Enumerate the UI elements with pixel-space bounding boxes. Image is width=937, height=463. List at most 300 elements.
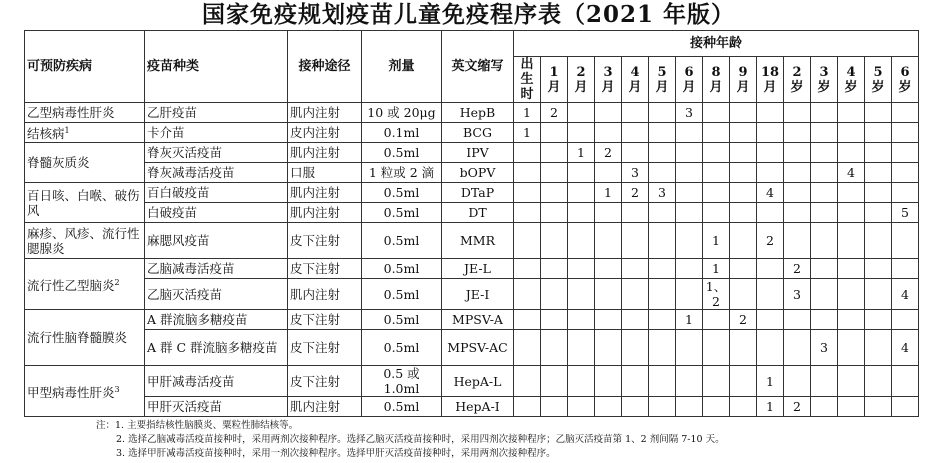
dose-number-cell (649, 366, 676, 397)
dose-number-cell (865, 163, 892, 183)
dose-number-cell (811, 310, 838, 330)
dose-number-cell (757, 279, 784, 310)
dose-number-cell (541, 279, 568, 310)
dose-number-cell (568, 183, 595, 203)
dose-number-cell (892, 310, 919, 330)
dose-number-cell (757, 259, 784, 279)
route-cell: 肌内注射 (288, 279, 362, 310)
footnote-marker: 3 (114, 384, 120, 394)
dose-number-cell (649, 103, 676, 123)
dose-number-cell (703, 143, 730, 163)
header-abbr: 英文缩写 (442, 31, 514, 103)
dose-number-cell (595, 279, 622, 310)
dose-number-cell (865, 103, 892, 123)
dose-number-cell (595, 163, 622, 183)
age-header-unit: 月 (601, 79, 615, 95)
dose-number-cell (730, 203, 757, 223)
table-row (25, 279, 919, 310)
age-header-6 (676, 57, 703, 103)
dose-number-cell (838, 103, 865, 123)
dose-number-cell (730, 143, 757, 163)
abbr-cell: DT (442, 203, 514, 223)
vaccine-cell: 百白破疫苗 (145, 183, 288, 203)
age-header-value: 5 (657, 64, 667, 80)
age-header-unit: 时 (520, 87, 534, 102)
dose-number-cell (784, 366, 811, 397)
dose-number-cell: 1 (757, 366, 784, 397)
age-header-unit: 月 (736, 79, 750, 95)
dose-number-cell: 5 (892, 203, 919, 223)
age-header-value: 3 (603, 64, 613, 80)
dose-number-cell: 2 (595, 143, 622, 163)
dose-number-cell (676, 163, 703, 183)
dose-number-cell (811, 123, 838, 143)
dose-number-cell (811, 103, 838, 123)
dose-number-cell (838, 259, 865, 279)
dose-number-cell (622, 366, 649, 397)
dose-number-cell (730, 163, 757, 183)
dose-number-cell: 1 (568, 143, 595, 163)
dose-number-cell: 3 (649, 183, 676, 203)
dose-number-cell: 2 (541, 103, 568, 123)
age-header-9 (757, 57, 784, 103)
abbr-cell: DTaP (442, 183, 514, 203)
dose-number-cell (622, 310, 649, 330)
header-age-group: 接种年龄 (514, 31, 919, 57)
abbr-cell: MPSV-AC (442, 330, 514, 366)
dose-number-cell (568, 330, 595, 366)
dose-number-cell (838, 203, 865, 223)
dose-number-cell (703, 330, 730, 366)
dose-number-cell (757, 103, 784, 123)
disease-name: 百日咳、白喉、破伤风 (27, 187, 140, 218)
dose-number-cell (784, 103, 811, 123)
vaccine-cell: A 群流脑多糖疫苗 (145, 310, 288, 330)
age-header-unit: 月 (682, 79, 696, 95)
dose-number-cell: 4 (757, 183, 784, 203)
disease-cell (25, 366, 145, 417)
dose-number-cell (514, 259, 541, 279)
dose-number-cell: 1、2 (703, 279, 730, 310)
abbr-cell: HepB (442, 103, 514, 123)
abbr-cell: MMR (442, 223, 514, 259)
abbr-cell: BCG (442, 123, 514, 143)
age-header-14 (892, 57, 919, 103)
dose-number-cell (703, 123, 730, 143)
dose-number-cell (568, 279, 595, 310)
dose-number-cell (622, 143, 649, 163)
dose-number-cell (514, 183, 541, 203)
dose-cell: 1 粒或 2 滴 (362, 163, 442, 183)
age-header-10 (784, 57, 811, 103)
dose-number-cell (865, 183, 892, 203)
vaccine-cell: 乙肝疫苗 (145, 103, 288, 123)
dose-number-cell (892, 103, 919, 123)
dose-number-cell (676, 183, 703, 203)
dose-number-cell (676, 259, 703, 279)
age-header-0 (514, 57, 541, 103)
dose-number-cell (595, 103, 622, 123)
table-row (25, 366, 919, 397)
age-header-1 (541, 57, 568, 103)
dose-number-cell (622, 123, 649, 143)
vaccine-cell: 乙脑灭活疫苗 (145, 279, 288, 310)
table-row (25, 203, 919, 223)
dose-number-cell: 2 (622, 183, 649, 203)
header-disease: 可预防疾病 (25, 31, 145, 103)
dose-number-cell: 1 (703, 223, 730, 259)
dose-number-cell: 4 (892, 279, 919, 310)
dose-number-cell (622, 397, 649, 417)
age-header-value: 4 (846, 64, 856, 80)
route-cell: 口服 (288, 163, 362, 183)
disease-cell (25, 183, 145, 223)
disease-name: 结核病 (27, 126, 65, 142)
dose-number-cell (811, 397, 838, 417)
dose-number-cell (838, 123, 865, 143)
dose-number-cell (865, 397, 892, 417)
vaccine-cell: 脊灰灭活疫苗 (145, 143, 288, 163)
disease-name: 流行性乙型脑炎 (27, 278, 115, 294)
dose-number-cell (757, 330, 784, 366)
route-cell: 肌内注射 (288, 203, 362, 223)
dose-number-cell (514, 310, 541, 330)
footnote-2: 2. 选择乙脑减毒活疫苗接种时，采用两剂次接种程序。选择乙脑灭活疫苗接种时，采用四剂次接种程序；乙脑灭活疫苗第 1、2 剂间隔 7-10 天。 (116, 434, 725, 445)
age-header-unit: 月 (709, 79, 723, 95)
dose-number-cell (703, 183, 730, 203)
dose-number-cell (784, 203, 811, 223)
dose-number-cell (514, 397, 541, 417)
dose-number-cell (892, 143, 919, 163)
dose-number-cell (892, 223, 919, 259)
dose-cell: 0.5 或 1.0ml (362, 366, 442, 397)
dose-number-cell (730, 397, 757, 417)
dose-number-cell: 2 (757, 223, 784, 259)
disease-name: 乙型病毒性肝炎 (27, 105, 115, 120)
dose-number-cell (865, 330, 892, 366)
dose-number-cell (730, 123, 757, 143)
abbr-cell: JE-L (442, 259, 514, 279)
vaccine-cell: 白破疫苗 (145, 203, 288, 223)
age-header-12 (838, 57, 865, 103)
dose-number-cell (514, 143, 541, 163)
dose-number-cell (568, 223, 595, 259)
vaccine-cell: A 群 C 群流脑多糖疫苗 (145, 330, 288, 366)
dose-number-cell (676, 123, 703, 143)
age-header-3 (595, 57, 622, 103)
dose-number-cell (541, 223, 568, 259)
dose-cell: 0.1ml (362, 123, 442, 143)
table-row (25, 330, 919, 366)
dose-number-cell (676, 143, 703, 163)
dose-number-cell: 3 (676, 103, 703, 123)
dose-number-cell (568, 397, 595, 417)
dose-number-cell: 2 (784, 259, 811, 279)
dose-number-cell (730, 330, 757, 366)
route-cell: 皮下注射 (288, 330, 362, 366)
dose-number-cell (649, 143, 676, 163)
table-row (25, 310, 919, 330)
dose-number-cell (568, 203, 595, 223)
table-row (25, 103, 919, 123)
dose-number-cell (514, 203, 541, 223)
dose-number-cell (568, 123, 595, 143)
dose-number-cell (757, 163, 784, 183)
age-header-unit: 月 (763, 79, 777, 95)
dose-number-cell (757, 203, 784, 223)
dose-number-cell (676, 203, 703, 223)
dose-number-cell (541, 143, 568, 163)
dose-number-cell (541, 310, 568, 330)
dose-number-cell (514, 366, 541, 397)
dose-cell: 0.5ml (362, 259, 442, 279)
dose-number-cell (622, 103, 649, 123)
dose-number-cell (892, 366, 919, 397)
dose-number-cell (811, 279, 838, 310)
route-cell: 肌内注射 (288, 143, 362, 163)
dose-number-cell: 1 (595, 183, 622, 203)
dose-number-cell (676, 366, 703, 397)
dose-number-cell (703, 103, 730, 123)
dose-number-cell (784, 330, 811, 366)
dose-number-cell (595, 397, 622, 417)
disease-name: 脊髓灰质炎 (27, 155, 90, 170)
dose-number-cell (730, 259, 757, 279)
table-row (25, 223, 919, 259)
dose-number-cell (649, 397, 676, 417)
age-header-value: 6 (684, 64, 694, 80)
dose-number-cell (892, 163, 919, 183)
dose-number-cell (649, 123, 676, 143)
dose-number-cell: 2 (730, 310, 757, 330)
dose-number-cell (541, 366, 568, 397)
age-header-unit: 月 (655, 79, 669, 95)
dose-number-cell (703, 366, 730, 397)
dose-number-cell (811, 143, 838, 163)
dose-number-cell (568, 310, 595, 330)
table-row (25, 397, 919, 417)
age-header-8 (730, 57, 757, 103)
dose-number-cell (757, 310, 784, 330)
age-header-unit: 岁 (871, 79, 885, 95)
dose-number-cell (676, 223, 703, 259)
abbr-cell: HepA-L (442, 366, 514, 397)
dose-number-cell: 3 (811, 330, 838, 366)
age-header-5 (649, 57, 676, 103)
dose-number-cell (730, 366, 757, 397)
disease-cell (25, 259, 145, 310)
dose-number-cell (757, 123, 784, 143)
age-header-unit: 月 (628, 79, 642, 95)
route-cell: 皮下注射 (288, 223, 362, 259)
footnote-1: 注：1. 主要指结核性脑膜炎、粟粒性肺结核等。 (96, 420, 299, 431)
dose-number-cell (568, 366, 595, 397)
route-cell: 皮内注射 (288, 123, 362, 143)
immunization-schedule-table (24, 30, 919, 417)
disease-cell (25, 123, 145, 143)
age-header-value: 3 (819, 64, 829, 80)
dose-number-cell (811, 366, 838, 397)
dose-number-cell (811, 183, 838, 203)
dose-number-cell (730, 183, 757, 203)
dose-number-cell (514, 163, 541, 183)
dose-number-cell: 1 (757, 397, 784, 417)
dose-cell: 0.5ml (362, 203, 442, 223)
dose-number-cell (541, 259, 568, 279)
dose-number-cell (784, 163, 811, 183)
dose-cell: 0.5ml (362, 397, 442, 417)
abbr-cell: MPSV-A (442, 310, 514, 330)
footnotes (96, 419, 926, 461)
document-title: 国家免疫规划疫苗儿童免疫程序表（2021 年版） (201, 1, 736, 28)
dose-number-cell (838, 279, 865, 310)
vaccine-cell: 麻腮风疫苗 (145, 223, 288, 259)
age-header-value: 6 (900, 64, 910, 80)
dose-number-cell (514, 279, 541, 310)
dose-number-cell: 1 (703, 259, 730, 279)
dose-number-cell (865, 203, 892, 223)
dose-number-cell (622, 203, 649, 223)
age-header-value: 2 (576, 64, 586, 80)
dose-number-cell (811, 203, 838, 223)
dose-number-cell (595, 223, 622, 259)
dose-number-cell (892, 123, 919, 143)
dose-number-cell (595, 259, 622, 279)
age-header-4 (622, 57, 649, 103)
table-row (25, 183, 919, 203)
dose-number-cell (595, 330, 622, 366)
dose-number-cell (865, 143, 892, 163)
dose-number-cell: 4 (838, 163, 865, 183)
dose-number-cell (838, 310, 865, 330)
dose-number-cell (622, 223, 649, 259)
dose-number-cell (838, 397, 865, 417)
table-row (25, 163, 919, 183)
dose-number-cell (892, 183, 919, 203)
dose-cell: 0.5ml (362, 143, 442, 163)
table-row (25, 143, 919, 163)
dose-number-cell (595, 123, 622, 143)
age-header-value: 8 (711, 64, 721, 80)
dose-number-cell (595, 203, 622, 223)
dose-cell: 0.5ml (362, 310, 442, 330)
dose-number-cell (703, 397, 730, 417)
dose-number-cell (703, 310, 730, 330)
dose-number-cell (703, 163, 730, 183)
dose-number-cell (568, 103, 595, 123)
age-header-2 (568, 57, 595, 103)
dose-number-cell (595, 310, 622, 330)
dose-number-cell (811, 223, 838, 259)
footnote-marker: 2 (114, 277, 120, 287)
vaccine-cell: 乙脑减毒活疫苗 (145, 259, 288, 279)
dose-number-cell (541, 163, 568, 183)
age-header-unit: 岁 (817, 79, 831, 95)
dose-number-cell (676, 397, 703, 417)
disease-name: 甲型病毒性肝炎 (27, 385, 115, 401)
vaccine-cell: 甲肝减毒活疫苗 (145, 366, 288, 397)
dose-number-cell (784, 183, 811, 203)
dose-number-cell (892, 397, 919, 417)
dose-number-cell (811, 163, 838, 183)
table-row (25, 123, 919, 143)
dose-number-cell (541, 123, 568, 143)
age-header-11 (811, 57, 838, 103)
dose-number-cell: 4 (892, 330, 919, 366)
dose-number-cell (784, 143, 811, 163)
route-cell: 肌内注射 (288, 103, 362, 123)
age-header-unit: 月 (547, 79, 561, 95)
dose-number-cell (865, 223, 892, 259)
dose-number-cell (784, 310, 811, 330)
dose-cell: 0.5ml (362, 223, 442, 259)
abbr-cell: HepA-I (442, 397, 514, 417)
dose-number-cell (838, 330, 865, 366)
dose-number-cell: 3 (622, 163, 649, 183)
dose-number-cell (622, 259, 649, 279)
age-header-value: 出生 (520, 57, 534, 87)
dose-number-cell (541, 203, 568, 223)
age-header-value: 2 (792, 64, 802, 80)
dose-number-cell (784, 123, 811, 143)
dose-number-cell (676, 330, 703, 366)
abbr-cell: JE-I (442, 279, 514, 310)
dose-number-cell (622, 330, 649, 366)
dose-number-cell: 3 (784, 279, 811, 310)
disease-name: 流行性脑脊髓膜炎 (27, 330, 128, 345)
dose-number-cell (838, 143, 865, 163)
age-header-unit: 岁 (844, 79, 858, 95)
disease-cell (25, 143, 145, 183)
dose-number-cell (568, 259, 595, 279)
vaccine-cell: 甲肝灭活疫苗 (145, 397, 288, 417)
dose-number-cell (541, 397, 568, 417)
dose-number-cell (865, 366, 892, 397)
dose-cell: 10 或 20μg (362, 103, 442, 123)
vaccine-cell: 卡介苗 (145, 123, 288, 143)
dose-number-cell (514, 330, 541, 366)
dose-number-cell (676, 279, 703, 310)
dose-number-cell: 1 (514, 103, 541, 123)
abbr-cell: IPV (442, 143, 514, 163)
dose-number-cell (811, 259, 838, 279)
dose-number-cell (568, 163, 595, 183)
dose-number-cell (541, 183, 568, 203)
age-header-value: 4 (630, 64, 640, 80)
dose-number-cell (865, 123, 892, 143)
dose-number-cell (649, 330, 676, 366)
route-cell: 皮下注射 (288, 259, 362, 279)
dose-number-cell (838, 223, 865, 259)
dose-number-cell (865, 310, 892, 330)
age-header-value: 9 (738, 64, 748, 80)
dose-number-cell (622, 279, 649, 310)
dose-number-cell (703, 203, 730, 223)
dose-number-cell (649, 163, 676, 183)
dose-number-cell (649, 203, 676, 223)
header-route: 接种途径 (288, 31, 362, 103)
dose-number-cell (730, 223, 757, 259)
dose-number-cell (838, 183, 865, 203)
dose-number-cell (865, 279, 892, 310)
age-header-13 (865, 57, 892, 103)
dose-number-cell (865, 259, 892, 279)
dose-number-cell (649, 310, 676, 330)
table-row (25, 259, 919, 279)
age-header-unit: 岁 (790, 79, 804, 95)
age-header-unit: 岁 (898, 79, 912, 95)
abbr-cell: bOPV (442, 163, 514, 183)
